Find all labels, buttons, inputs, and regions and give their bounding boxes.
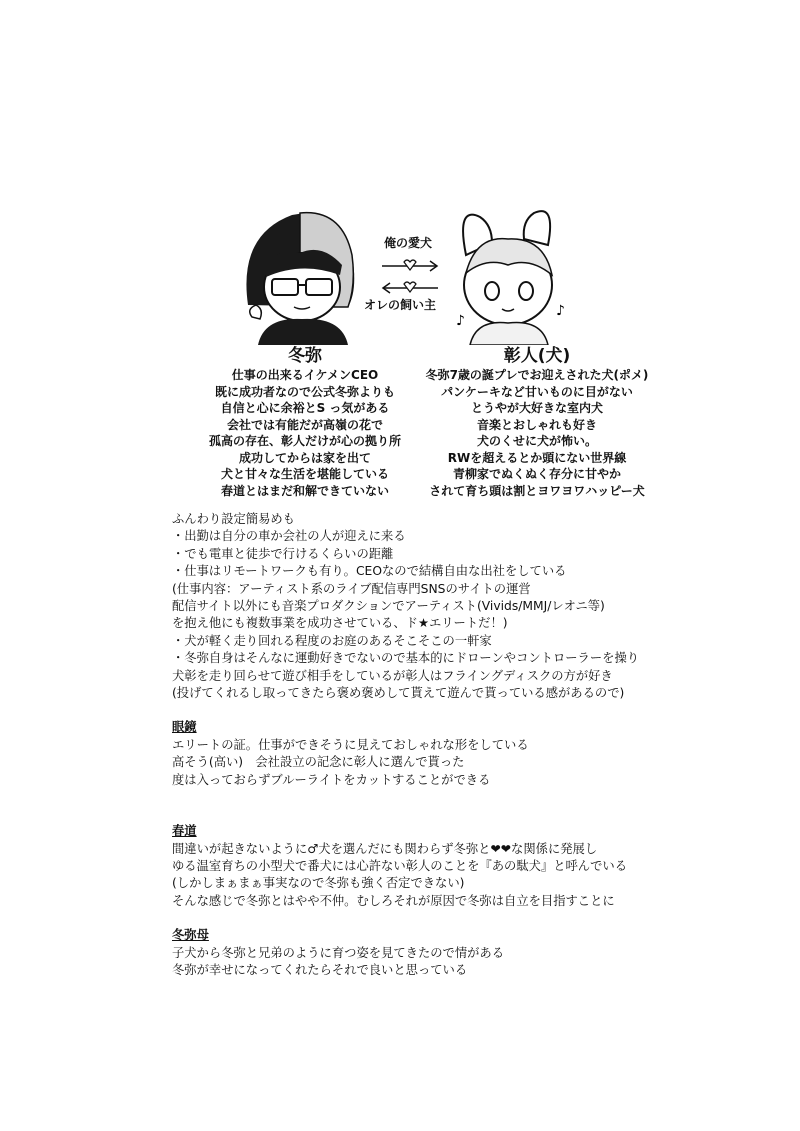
toya-profile-line: 既に成功者なので公式冬弥よりも [214, 384, 395, 399]
svg-text:♪: ♪ [556, 303, 565, 319]
spacer [172, 806, 692, 823]
memo-title: ふんわり設定簡易めも [172, 512, 295, 526]
akito-profile-line: パンケーキなど甘いものに目がない [441, 384, 633, 399]
toya-profile-line: 春道とはまだ和解できていない [220, 483, 389, 498]
toya-profile-line: 成功してからは家を出て [238, 450, 371, 465]
akito-profile-line: されて育ち頭は割とヨワヨワハッピー犬 [429, 483, 645, 498]
toya-profile-line: 孤高の存在、彰人だけが心の拠り所 [208, 434, 401, 448]
akito-profile-line: 犬のくせに犬が怖い。 [476, 434, 597, 448]
toya-profile-line: 自信と心に余裕とS っ気がある [220, 401, 390, 415]
mother-heading: 冬弥母 [172, 928, 209, 943]
memo-line: 犬彰を走り回らせて遊び相手をしているが彰人はフライングディスクの方が好き [172, 668, 613, 683]
toya-name: 冬弥 [288, 346, 322, 366]
arrow-label-top: 俺の愛犬 [384, 236, 433, 250]
left-arrow-icon [380, 278, 440, 298]
harumichi-line: (しかしまぁまぁ事実なので冬弥も強く否定できない) [172, 876, 465, 891]
toya-illustration [246, 213, 354, 345]
akito-profile-line: 冬弥7歳の誕プレでお迎えされた犬(ポメ) [425, 368, 649, 382]
akito-name: 彰人(犬) [503, 346, 571, 366]
memo-line: ・出勤は自分の車か会社の人が迎えに来る [172, 529, 406, 544]
akito-profile [412, 345, 662, 499]
svg-text:♪: ♪ [456, 313, 465, 329]
akito-profile-line: とうやが大好きな室内犬 [470, 401, 603, 415]
mother-line: 子犬から冬弥と兄弟のように育つ姿を見てきたので情がある [172, 945, 505, 960]
memo-line: ・でも電車と徒歩で行けるくらいの距離 [172, 546, 394, 561]
akito-illustration [456, 211, 565, 345]
toya-profile-line: 会社では有能だが高嶺の花で [226, 417, 383, 432]
toya-profile [185, 345, 425, 499]
relationship-arrows [362, 232, 452, 322]
mother-line: 冬弥が幸せになってくれたらそれで良いと思っている [172, 962, 468, 977]
arrow-label-bottom: オレの飼い主 [364, 298, 437, 312]
spacer [172, 702, 692, 719]
akito-profile-line: 青柳家でぬくぬく存分に甘やか [452, 467, 621, 481]
memo-line: ・冬弥自身はそんなに運動好きでないので基本的にドローンやコントローラーを操り [172, 651, 640, 666]
memo-line: (仕事内容：アーティスト系のライブ配信専門SNSのサイトの運営 [172, 581, 531, 596]
memo-line: を抱え他にも複数事業を成功させている、ド★エリートだ！) [172, 616, 508, 631]
toya-profile-line: 仕事の出来るイケメンCEO [231, 368, 379, 382]
memo-line: (投げてくれるし取ってきたら褒め褒めして貰えて遊んで貰っている感があるので) [172, 686, 625, 701]
memo-line: 配信サイト以外にも音楽プロダクションでアーティスト(Vivids/MMJ/レオニ等) [172, 599, 605, 614]
glasses-line: エリートの証。仕事ができそうに見えておしゃれな形をしている [172, 737, 529, 752]
glasses-line: 度は入っておらずブルーライトをカットすることができる [172, 772, 491, 787]
right-arrow-icon [380, 256, 440, 276]
memo-line: ・仕事はリモートワークも有り。CEOなので結構自由な出社をしている [172, 564, 567, 579]
akito-profile-line: RWを超えるとか頭にない世界線 [447, 450, 627, 465]
settings-memo [172, 511, 692, 979]
toya-profile-line: 犬と甘々な生活を堪能している [220, 467, 389, 481]
akito-profile-line: 音楽とおしゃれも好き [476, 417, 597, 432]
memo-line: ・犬が軽く走り回れる程度のお庭のあるそこそこの一軒家 [172, 633, 492, 648]
harumichi-line: そんな感じで冬弥とはやや不仲。むしろそれが原因で冬弥は自立を目指すことに [172, 893, 615, 908]
harumichi-heading: 春道 [172, 824, 197, 839]
spacer [172, 789, 692, 806]
glasses-line: 高そう(高い) 会社設立の記念に彰人に選んで貰った [172, 755, 465, 770]
spacer [172, 910, 692, 927]
glasses-heading: 眼鏡 [172, 720, 197, 735]
harumichi-line: ゆる温室育ちの小型犬で番犬には心許ない彰人のことを『あの駄犬』と呼んでいる [172, 858, 627, 873]
harumichi-line: 間違いが起きないように♂犬を選んだにも関わらず冬弥と❤❤な関係に発展し [172, 841, 598, 856]
